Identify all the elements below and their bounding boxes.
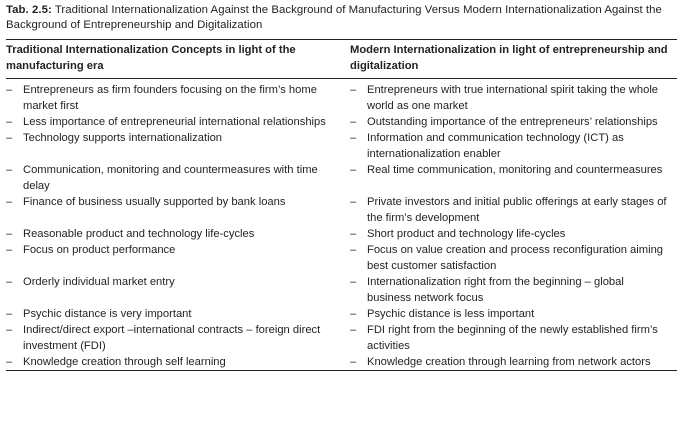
cell-traditional bbox=[6, 306, 350, 322]
list-item-text: Knowledge creation through learning from network actors bbox=[367, 356, 651, 368]
dash-bullet: – bbox=[350, 132, 357, 144]
cell-traditional bbox=[6, 130, 350, 162]
table-row bbox=[6, 79, 677, 114]
cell-modern bbox=[350, 162, 677, 194]
list-item bbox=[6, 114, 350, 130]
table-row bbox=[6, 226, 677, 242]
list-item bbox=[6, 226, 350, 242]
dash-bullet: – bbox=[350, 244, 357, 256]
list-item-text: Entrepreneurs with true international spirit taking the whole world as one market bbox=[367, 84, 659, 112]
cell-modern bbox=[350, 274, 677, 306]
list-item-text: Orderly individual market entry bbox=[23, 276, 175, 288]
comparison-table-body bbox=[6, 79, 677, 370]
list-item bbox=[350, 274, 677, 306]
list-item bbox=[350, 82, 677, 114]
dash-bullet: – bbox=[350, 276, 357, 288]
cell-modern bbox=[350, 130, 677, 162]
list-item-text: Psychic distance is very important bbox=[23, 308, 192, 320]
header-traditional: Traditional Internationalization Concepts in light of the manufacturing era bbox=[6, 44, 296, 72]
list-item bbox=[350, 226, 677, 242]
table-caption bbox=[6, 3, 677, 33]
cell-modern bbox=[350, 114, 677, 130]
dash-bullet: – bbox=[6, 196, 13, 208]
list-item-text: Finance of business usually supported by bank loans bbox=[23, 196, 286, 208]
list-item-text: Entrepreneurs as firm founders focusing on the firm’s home market first bbox=[23, 84, 317, 112]
list-item-text: Communication, monitoring and countermeasures with time delay bbox=[23, 164, 318, 192]
cell-modern bbox=[350, 354, 677, 370]
table-row bbox=[6, 162, 677, 194]
table-caption-label: Tab. 2.5: bbox=[6, 4, 52, 16]
list-item-text: Psychic distance is less important bbox=[367, 308, 535, 320]
cell-modern bbox=[350, 242, 677, 274]
list-item-text: Private investors and initial public offerings at early stages of the firm’s development bbox=[367, 196, 667, 224]
dash-bullet: – bbox=[6, 84, 13, 96]
table-row bbox=[6, 322, 677, 354]
dash-bullet: – bbox=[350, 196, 357, 208]
dash-bullet: – bbox=[6, 276, 13, 288]
list-item bbox=[350, 162, 677, 178]
list-item bbox=[6, 194, 350, 210]
table-bottom-rule bbox=[6, 370, 677, 371]
list-item bbox=[350, 354, 677, 370]
list-item-text: Less importance of entrepreneurial international relationships bbox=[23, 116, 326, 128]
dash-bullet: – bbox=[350, 228, 357, 240]
list-item bbox=[6, 322, 350, 354]
table-row bbox=[6, 194, 677, 226]
dash-bullet: – bbox=[350, 356, 357, 368]
list-item bbox=[6, 242, 350, 258]
list-item-text: Internationalization right from the beginning – global business network focus bbox=[367, 276, 624, 304]
dash-bullet: – bbox=[6, 356, 13, 368]
dash-bullet: – bbox=[6, 324, 13, 336]
cell-modern bbox=[350, 226, 677, 242]
header-modern: Modern Internationalization in light of entrepreneurship and digitalization bbox=[350, 44, 668, 72]
list-item bbox=[350, 306, 677, 322]
list-item-text: Outstanding importance of the entrepreneurs’ relationships bbox=[367, 116, 658, 128]
cell-traditional bbox=[6, 79, 350, 114]
cell-traditional bbox=[6, 322, 350, 354]
table-row bbox=[6, 242, 677, 274]
list-item bbox=[350, 194, 677, 226]
list-item-text: Short product and technology life-cycles bbox=[367, 228, 566, 240]
dash-bullet: – bbox=[6, 164, 13, 176]
list-item bbox=[6, 274, 350, 290]
cell-traditional bbox=[6, 114, 350, 130]
table-row bbox=[6, 274, 677, 306]
cell-traditional bbox=[6, 162, 350, 194]
list-item-text: Real time communication, monitoring and countermeasures bbox=[367, 164, 663, 176]
list-item bbox=[350, 114, 677, 130]
list-item-text: Knowledge creation through self learning bbox=[23, 356, 226, 368]
cell-traditional bbox=[6, 274, 350, 306]
table-header-row bbox=[6, 40, 677, 78]
list-item-text: Focus on value creation and process reconfiguration aiming best customer satisfaction bbox=[367, 244, 664, 272]
list-item bbox=[6, 354, 350, 370]
dash-bullet: – bbox=[6, 244, 13, 256]
dash-bullet: – bbox=[350, 116, 357, 128]
cell-modern bbox=[350, 79, 677, 114]
dash-bullet: – bbox=[350, 84, 357, 96]
list-item bbox=[350, 242, 677, 274]
list-item-text: Information and communication technology (ICT) as internationalization enabler bbox=[367, 132, 624, 160]
cell-modern bbox=[350, 306, 677, 322]
table-row bbox=[6, 354, 677, 370]
cell-modern bbox=[350, 322, 677, 354]
list-item bbox=[6, 82, 350, 114]
table-row bbox=[6, 306, 677, 322]
cell-modern bbox=[350, 194, 677, 226]
list-item-text: Reasonable product and technology life-cycles bbox=[23, 228, 255, 240]
comparison-table bbox=[6, 40, 677, 78]
cell-traditional bbox=[6, 194, 350, 226]
list-item bbox=[6, 162, 350, 194]
dash-bullet: – bbox=[350, 164, 357, 176]
list-item bbox=[350, 322, 677, 354]
cell-traditional bbox=[6, 354, 350, 370]
dash-bullet: – bbox=[6, 132, 13, 144]
cell-traditional bbox=[6, 226, 350, 242]
list-item-text: FDI right from the beginning of the newly established firm’s activities bbox=[367, 324, 658, 352]
table-row bbox=[6, 114, 677, 130]
list-item-text: Indirect/direct export –international contracts – foreign direct investment (FDI) bbox=[23, 324, 321, 352]
dash-bullet: – bbox=[6, 228, 13, 240]
dash-bullet: – bbox=[6, 308, 13, 320]
table-row bbox=[6, 130, 677, 162]
list-item-text: Focus on product performance bbox=[23, 244, 176, 256]
list-item bbox=[6, 306, 350, 322]
dash-bullet: – bbox=[6, 116, 13, 128]
dash-bullet: – bbox=[350, 324, 357, 336]
dash-bullet: – bbox=[350, 308, 357, 320]
cell-traditional bbox=[6, 242, 350, 274]
table-caption-text: Traditional Internationalization Against the Background of Manufacturing Versus Modern Internationalization Against the Background of Entrepreneurship and Digitalization bbox=[6, 4, 662, 31]
list-item-text: Technology supports internationalization bbox=[23, 132, 223, 144]
list-item bbox=[6, 130, 350, 146]
list-item bbox=[350, 130, 677, 162]
